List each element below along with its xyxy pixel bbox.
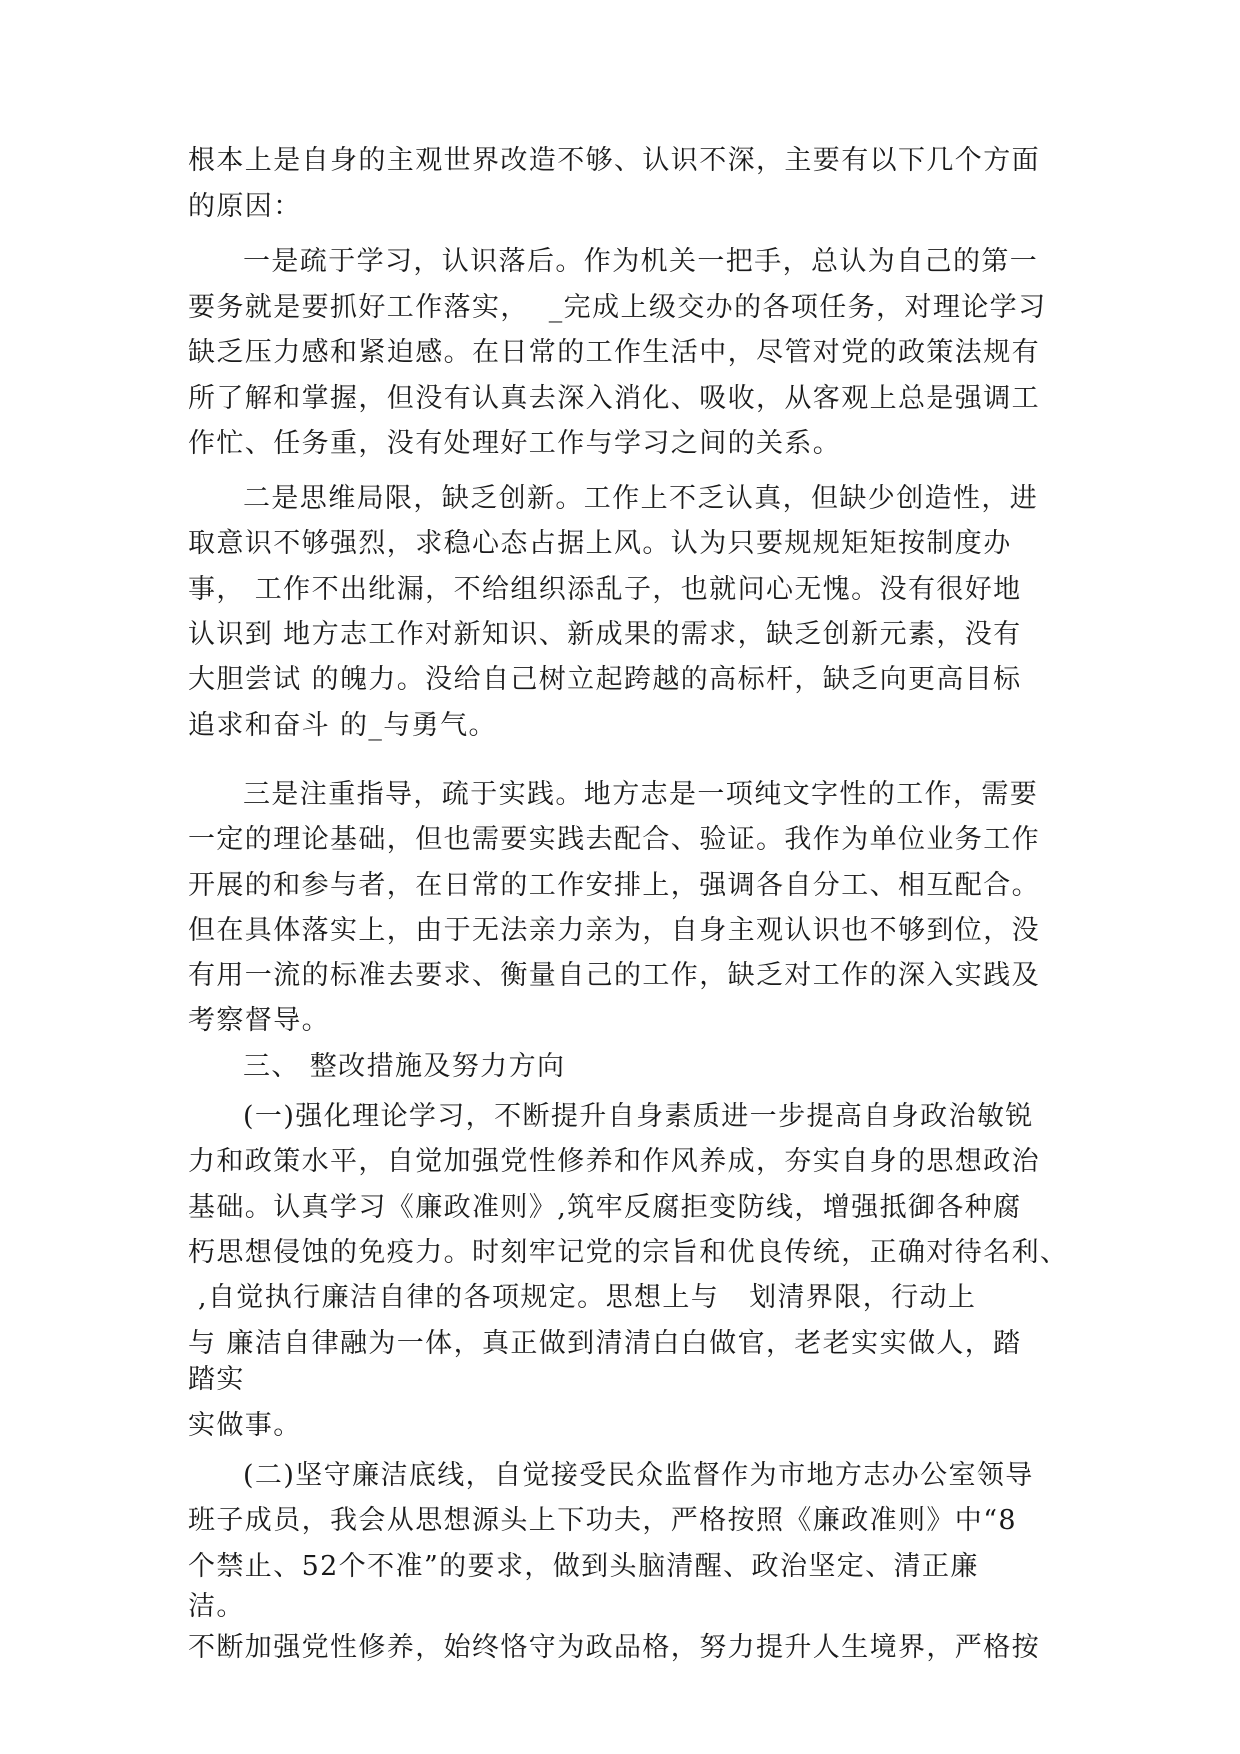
text-line: 所了解和掌握，但没有认真去深入消化、吸收，从客观上总是强调工 (188, 383, 1040, 414)
text-line: ,自觉执行廉洁自律的各项规定。思想上与 划清界限，行动上 (188, 1282, 977, 1313)
text-line: 事， 工作不出纰漏，不给组织添乱子，也就问心无愧。没有很好地 (188, 574, 1022, 605)
text-line: 考察督导。 (188, 1005, 330, 1036)
text-line: 洁。 (188, 1591, 245, 1622)
text-line: 力和政策水平，自觉加强党性修养和作风养成，夯实自身的思想政治 (188, 1146, 1040, 1177)
text-line: 开展的和参与者，在日常的工作安排上，强调各自分工、相互配合。 (188, 870, 1040, 901)
text-line: 有用一流的标准去要求、衡量自己的工作，缺乏对工作的深入实践及 (188, 960, 1040, 991)
text-line: 班子成员，我会从思想源头上下功夫，严格按照《廉政准则》中“8 (188, 1505, 1017, 1536)
text-line: (二)坚守廉洁底线，自觉接受民众监督作为市地方志办公室领导 (243, 1460, 1034, 1491)
text-line: 与 廉洁自律融为一体，真正做到清清白白做官，老老实实做人，踏 (188, 1328, 1022, 1359)
text-line: 踏实 (188, 1364, 245, 1395)
text-line: 不断加强党性修养，始终恪守为政品格，努力提升人生境界，严格按 (188, 1632, 1040, 1663)
text-line: 要务就是要抓好工作落实， _完成上级交办的各项任务，对理论学习 (188, 292, 1047, 323)
text-line: 三是注重指导，疏于实践。地方志是一项纯文字性的工作，需要 (243, 779, 1039, 810)
text-line: 取意识不够强烈，求稳心态占据上风。认为只要规规矩矩按制度办 (188, 528, 1012, 559)
text-line: 作忙、任务重，没有处理好工作与学习之间的关系。 (188, 428, 842, 459)
text-line: 朽思想侵蚀的免疫力。时刻牢记党的宗旨和优良传统，正确对待名利、 (188, 1237, 1069, 1268)
text-line: 的原因： (188, 191, 302, 222)
text-line: 二是思维局限，缺乏创新。工作上不乏认真，但缺少创造性，进 (243, 483, 1039, 514)
text-line: 个禁止、52个不准”的要求，做到头脑清醒、政治坚定、清正廉 (188, 1551, 979, 1582)
text-line: 实做事。 (188, 1410, 302, 1441)
text-line: 一定的理论基础，但也需要实践去配合、验证。我作为单位业务工作 (188, 824, 1040, 855)
text-line: 根本上是自身的主观世界改造不够、认识不深，主要有以下几个方面 (188, 145, 1040, 176)
text-line: (一)强化理论学习，不断提升自身素质进一步提高自身政治敏锐 (243, 1101, 1034, 1132)
section-heading: 三、 整改措施及努力方向 (243, 1051, 566, 1082)
text-line: 但在具体落实上，由于无法亲力亲为，自身主观认识也不够到位，没 (188, 915, 1040, 946)
text-line: 缺乏压力感和紧迫感。在日常的工作生活中，尽管对党的政策法规有 (188, 337, 1040, 368)
text-line: 一是疏于学习，认识落后。作为机关一把手，总认为自己的第一 (243, 246, 1039, 277)
text-line: 认识到 地方志工作对新知识、新成果的需求，缺乏创新元素，没有 (188, 619, 1022, 650)
text-line: 追求和奋斗 的_与勇气。 (188, 710, 497, 741)
text-line: 基础。认真学习《廉政准则》,筑牢反腐拒变防线，增强抵御各种腐 (188, 1192, 1022, 1223)
text-line: 大胆尝试 的魄力。没给自己树立起跨越的高标杆，缺乏向更高目标 (188, 664, 1022, 695)
